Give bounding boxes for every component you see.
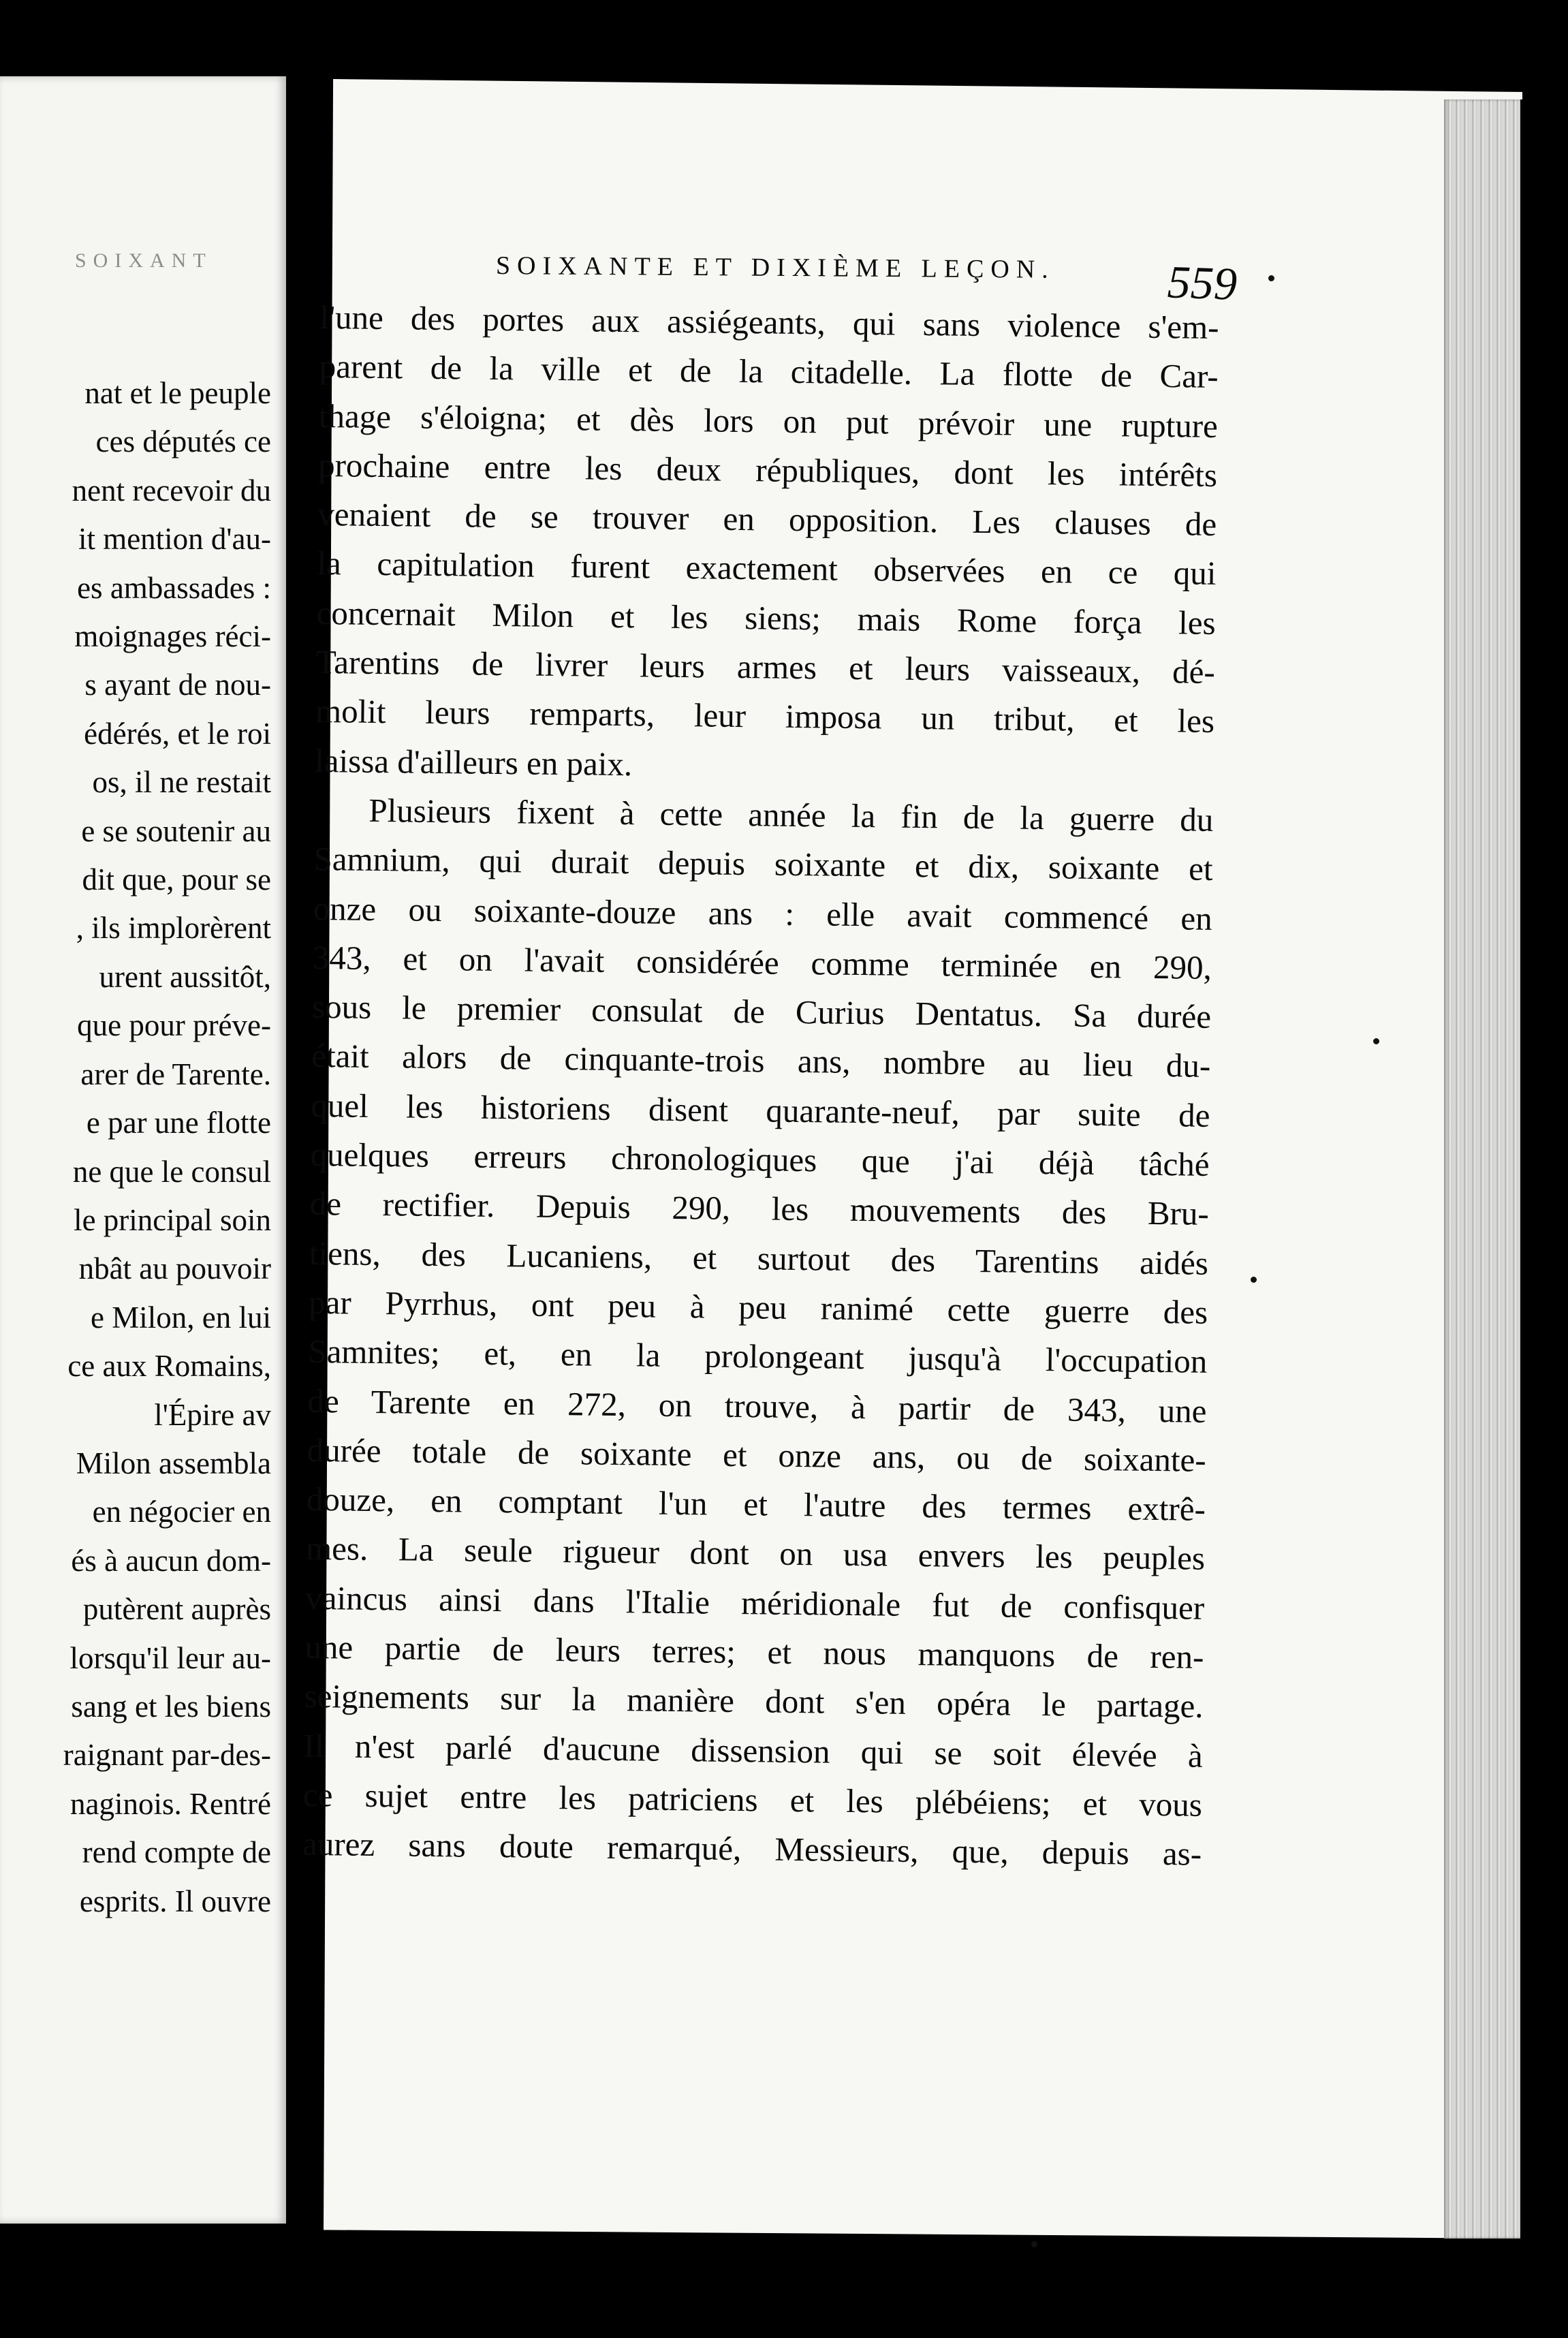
left-text-line: sang et les biens bbox=[71, 1689, 271, 1724]
page-edges bbox=[1444, 99, 1520, 2239]
text-line-content: Plusieurs fixent à cette année la fin de la guerre du bbox=[369, 791, 1214, 839]
text-line-content: seignements sur la manière dont s'en opéra le partage. bbox=[304, 1677, 1204, 1726]
text-line-content: aurez sans doute remarqué, Messieurs, que, depuis as- bbox=[302, 1825, 1202, 1873]
left-text-line: raignant par-des- bbox=[63, 1738, 271, 1773]
text-line-content: durée totale de soixante et onze ans, ou de soixante- bbox=[307, 1431, 1206, 1479]
text-line-content: laissa d'ailleurs en paix. bbox=[314, 741, 633, 783]
text-line-content: thage s'éloigna; et dès lors on put prévoir une rupture bbox=[318, 396, 1219, 445]
text-line-content: Samnites; et, en la prolongeant jusqu'à l'occupation bbox=[308, 1332, 1208, 1381]
left-text-line: arer de Tarente. bbox=[80, 1057, 271, 1091]
running-head: SOIXANTE ET DIXIÈME LEÇON. bbox=[495, 251, 1055, 284]
speck bbox=[1268, 275, 1274, 281]
text-line bbox=[302, 1820, 1202, 1879]
left-text-line: , ils implorèrent bbox=[76, 911, 271, 946]
left-text-line: moignages réci- bbox=[74, 619, 271, 654]
text-line-content: de rectifier. Depuis 290, les mouvements des Bru- bbox=[309, 1185, 1210, 1233]
text-line-content: onze ou soixante-douze ans : elle avait commencé en bbox=[313, 889, 1212, 937]
text-line-content: parent de la ville et de la citadelle. La flotte de Car- bbox=[319, 347, 1219, 396]
text-line-content: Il n'est parlé d'aucune dissension qui se soit élevée à bbox=[303, 1726, 1204, 1775]
left-text-line: es ambassades : bbox=[77, 570, 271, 605]
left-text-line: ne que le consul bbox=[72, 1154, 271, 1189]
left-text-line: nent recevoir du bbox=[72, 473, 271, 508]
speck bbox=[1031, 2241, 1037, 2247]
left-text-line: urent aussitôt, bbox=[99, 959, 271, 994]
text-line-content: mes. La seule rigueur dont on usa envers les peuples bbox=[305, 1529, 1206, 1578]
text-line-content: une partie de leurs terres; et nous manquons de ren- bbox=[304, 1627, 1204, 1676]
left-text-line: édérés, et le roi bbox=[84, 716, 271, 751]
text-line-content: ce sujet entre les patriciens et les plébéiens; et vous bbox=[302, 1775, 1203, 1824]
text-line-content: quel les historiens disent quarante-neuf, par suite de bbox=[311, 1086, 1210, 1134]
left-text-line: Milon assembla bbox=[76, 1446, 271, 1480]
text-line-content: par Pyrrhus, ont peu à peu ranimé cette guerre des bbox=[308, 1283, 1208, 1331]
text-line-content: Samnium, qui durait depuis soixante et dix, soixante et bbox=[313, 840, 1213, 888]
left-text-block bbox=[0, 369, 271, 1926]
text-line-content: Tarentins de livrer leurs armes et leurs vaisseaux, dé- bbox=[315, 643, 1216, 691]
text-line-content: molit leurs remparts, leur imposa un tribut, et les bbox=[315, 692, 1215, 741]
speck bbox=[1251, 1277, 1257, 1283]
text-line-content: sous le premier consulat de Curius Dentatus. Sa durée bbox=[311, 988, 1212, 1036]
left-text-line: nat et le peuple bbox=[84, 376, 271, 410]
text-line-content: la capitulation furent exactement observées en ce qui bbox=[317, 544, 1217, 593]
text-line-content: 343, et on l'avait considérée comme terminée en 290, bbox=[312, 938, 1212, 986]
text-line-content: était alors de cinquante-trois ans, nombre au lieu du- bbox=[311, 1037, 1211, 1085]
left-text-line: e se soutenir au bbox=[81, 813, 271, 848]
left-page bbox=[0, 76, 286, 2224]
left-text-line: naginois. Rentré bbox=[70, 1786, 271, 1821]
speck bbox=[1373, 1038, 1379, 1044]
text-line-content: concernait Milon et les siens; mais Rome força les bbox=[316, 593, 1216, 642]
left-text-line: en négocier en bbox=[92, 1495, 271, 1529]
text-line-content: quelques erreurs chronologiques que j'ai déjà tâché bbox=[310, 1135, 1210, 1183]
left-text-line: le principal soin bbox=[74, 1202, 271, 1237]
left-text-line: esprits. Il ouvre bbox=[79, 1884, 271, 1918]
text-line-content: l'une des portes aux assiégeants, qui sans violence s'em- bbox=[319, 298, 1219, 346]
left-text-line: s ayant de nou- bbox=[84, 668, 271, 702]
left-text-line: dit que, pour se bbox=[82, 862, 271, 897]
left-text-line: e par une flotte bbox=[86, 1106, 271, 1140]
text-line-content: de Tarente en 272, on trouve, à partir de 343, une bbox=[307, 1382, 1207, 1430]
left-text-line: os, il ne restait bbox=[92, 765, 271, 800]
left-text-line: nbât au pouvoir bbox=[78, 1251, 271, 1286]
left-text-line: rend compte de bbox=[82, 1835, 271, 1870]
text-line-content: vaincus ainsi dans l'Italie méridionale fut de confisquer bbox=[304, 1578, 1205, 1627]
page-number: 559 bbox=[1166, 255, 1238, 310]
body-text bbox=[302, 293, 1219, 1879]
left-running-head: SOIXANT bbox=[75, 249, 213, 272]
left-text-line: l'Épire av bbox=[154, 1397, 271, 1432]
text-line-content: prochaine entre les deux républiques, dont les intérêts bbox=[317, 446, 1218, 494]
right-border bbox=[1520, 99, 1568, 2239]
text-line-content: douze, en comptant l'un et l'autre des termes extrê- bbox=[306, 1480, 1206, 1528]
left-text-line: it mention d'au- bbox=[78, 522, 271, 557]
left-text-line: lorsqu'il leur au- bbox=[69, 1640, 271, 1675]
left-text-line: putèrent auprès bbox=[82, 1592, 271, 1627]
text-line-content: venaient de se trouver en opposition. Les clauses de bbox=[317, 495, 1217, 544]
left-text-line: ces députés ce bbox=[95, 424, 271, 459]
left-text-line: ce aux Romains, bbox=[67, 1349, 271, 1384]
left-text-line: és à aucun dom- bbox=[71, 1543, 271, 1578]
text-line-content: tiens, des Lucaniens, et surtout des Tarentins aidés bbox=[309, 1234, 1209, 1282]
left-text-line: que pour préve- bbox=[77, 1008, 271, 1043]
left-text-line: e Milon, en lui bbox=[91, 1300, 271, 1335]
